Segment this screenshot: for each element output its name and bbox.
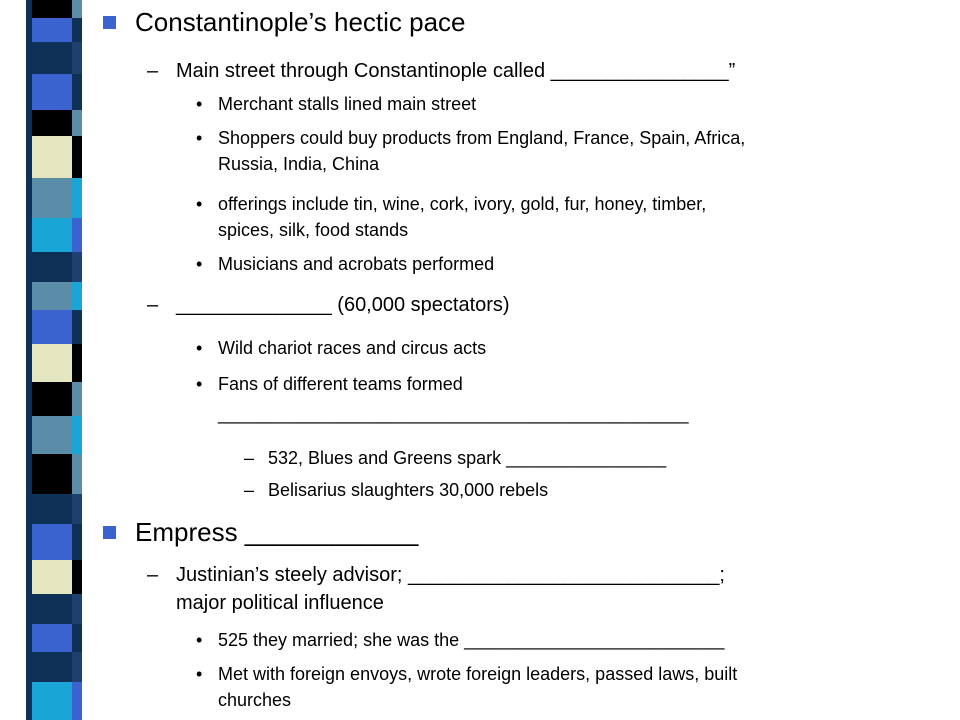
bullet-marker: • <box>196 664 203 684</box>
bullet-marker: • <box>196 94 203 114</box>
bullet-text: Main street through Constantinople called ________________” <box>176 60 736 82</box>
bullet-text: spices, silk, food stands <box>218 220 409 240</box>
bullet-level-1 <box>0 6 960 38</box>
bullet-marker: • <box>196 254 203 274</box>
bullet-text: ______________ (60,000 spectators) <box>176 294 510 316</box>
bullet-level-3 <box>0 252 960 284</box>
bullet-level-2 <box>0 292 960 324</box>
bullet-level-1 <box>0 516 960 548</box>
bullet-text: Constantinople’s hectic pace <box>135 7 466 37</box>
bullet-marker: • <box>196 194 203 214</box>
bullet-level-3 <box>0 402 960 434</box>
bullet-text: Musicians and acrobats performed <box>218 254 495 274</box>
bullet-marker: • <box>196 630 203 650</box>
bullet-level-4 <box>0 446 960 478</box>
bullet-marker: – <box>147 294 159 316</box>
bullet-marker: • <box>196 338 203 358</box>
bullet-text: Belisarius slaughters 30,000 rebels <box>268 480 549 500</box>
bullet-text: Russia, India, China <box>218 154 380 174</box>
bullet-text: Wild chariot races and circus acts <box>218 338 487 358</box>
bullet-level-3 <box>0 336 960 368</box>
bullet-text: Merchant stalls lined main street <box>218 94 477 114</box>
bullet-marker: • <box>196 128 203 148</box>
bullet-marker: – <box>147 60 159 82</box>
bullet-text: Shoppers could buy products from England, France, Spain, Africa, <box>218 128 746 148</box>
bullet-marker: – <box>147 564 159 586</box>
bullet-marker: – <box>244 480 255 500</box>
square-bullet-icon <box>103 16 116 29</box>
bullet-level-3 <box>0 372 960 404</box>
bullet-level-2 <box>0 590 960 622</box>
bullet-level-3 <box>0 688 960 720</box>
bullet-text: _______________________________________________ <box>218 404 689 424</box>
bullet-text: Justinian’s steely advisor; ____________________________; <box>176 564 725 586</box>
bullet-level-3 <box>0 218 960 250</box>
bullet-text: offerings include tin, wine, cork, ivory, gold, fur, honey, timber, <box>218 194 707 214</box>
bullet-text: major political influence <box>176 592 384 614</box>
bullet-text: Met with foreign envoys, wrote foreign leaders, passed laws, built <box>218 664 738 684</box>
bullet-level-3 <box>0 628 960 660</box>
bullet-level-4 <box>0 478 960 510</box>
bullet-text: Fans of different teams formed <box>218 374 463 394</box>
bullet-level-2 <box>0 58 960 90</box>
square-bullet-icon <box>103 526 116 539</box>
bullet-level-3 <box>0 152 960 184</box>
bullet-text: churches <box>218 690 292 710</box>
bullet-text: 532, Blues and Greens spark ________________ <box>268 448 667 468</box>
bullet-text: Empress ____________ <box>135 517 419 547</box>
bullet-marker: • <box>196 374 203 394</box>
bullet-level-3 <box>0 92 960 124</box>
bullet-marker: – <box>244 448 255 468</box>
bullet-text: 525 they married; she was the __________________________ <box>218 630 725 650</box>
